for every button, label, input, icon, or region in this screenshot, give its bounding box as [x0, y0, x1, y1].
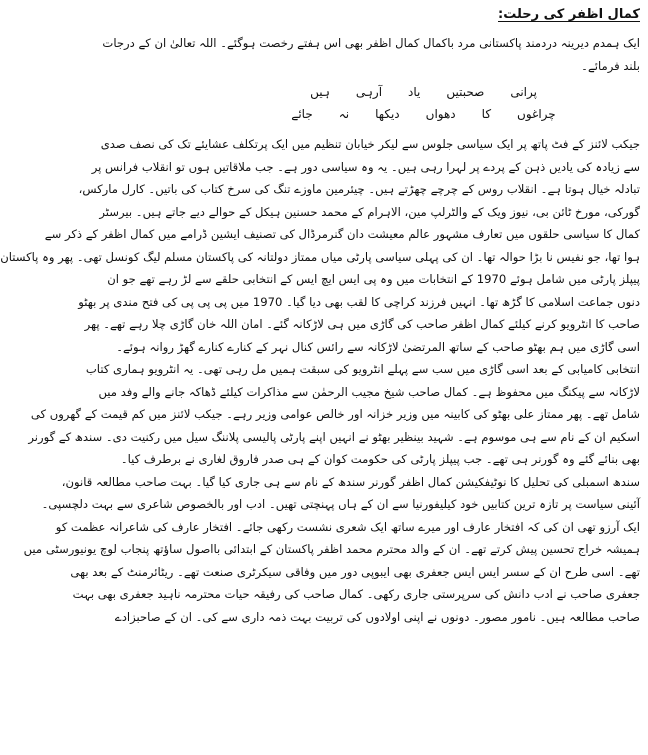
- body-line: پیپلز پارٹی میں شامل ہوئے 1970 کے انتخابات میں وہ پی ایس ایچ ایس کے انتخابی حلقے سے لڑ رہے تھے جو ان: [107, 272, 640, 286]
- verse-word: آرہی: [355, 85, 383, 99]
- poetry-verse: [207, 81, 640, 125]
- body-line: بھی بنائے گئے وہ گورنر ہی تھے۔ جب پیپلز پارٹی کی حکومت کوان کے ہی صدر فاروق لغاری نے برطرف کیا۔: [120, 452, 640, 466]
- verse-line-2: [207, 103, 640, 125]
- body-line: سندھ اسمبلی کی تحلیل کا نوٹیفکیشن کمال اظفر گورنر سندھ کے نام سے ہی جاری کیا گیا۔ بہت صاحب مطالعہ قانون،: [61, 474, 640, 489]
- intro-paragraph: [102, 32, 640, 77]
- body-line: دنوں جماعت اسلامی کا گڑھ تھا۔ انہیں فرزند کراچی کا لقب بھی دیا گیا۔ 1970 میں پی پی پی کی فتح مندی پر بھٹو: [78, 294, 640, 309]
- body-line: لاڑکانہ سے پیکنگ میں محفوظ ہے۔ کمال صاحب شیخ مجیب الرحمٰن سے مذاکرات کیلئے ڈھاکہ جانے والے وفد میں: [98, 384, 640, 399]
- body-line: کمال کا سیاسی حلقوں میں تعارف مشہور عالم معیشت دان گنرمرڈال کی تصنیف ایشین ڈرامے میں کمال اظفر کے ذکر سے: [44, 227, 640, 241]
- intro-line: ایک ہمدم دیرینہ دردمند پاکستانی مرد باکمال کمال اظفر بھی اس ہفتے رخصت ہوگئے۔ اللہ تعالیٰ ان کے درجات: [102, 36, 640, 50]
- verse-word: نہ: [338, 107, 350, 121]
- body-line: جعفری صاحب نے ادب دانش کی سرپرستی جاری رکھی۔ کمال صاحب کی رفیقہ حیات محترمہ ناہید جعفری بھی بہت: [72, 587, 640, 601]
- body-line: تھے۔ اسی طرح ان کے سسر ایس ایس جعفری بھی ایبوپی دور میں وفاقی سیکرٹری صنعت تھے۔ ریٹائرمنٹ کے بعد بھی: [70, 564, 640, 579]
- body-line: سے زیادہ کی یادیں ذہن کے پردے پر لہرا رہی ہیں۔ یہ وہ سیاسی دور ہے۔ جب ملاقاتیں ہوں تو انقلاب فرانس پر: [91, 159, 640, 174]
- verse-word: کا: [481, 107, 492, 121]
- body-line: صاحب مطالعہ ہیں۔ نامور مصور۔ دونوں نے اپنی اولادوں کی تربیت بہت ذمہ داری سے کی۔ ان کے صاحبزادے: [114, 609, 640, 624]
- body-line: تبادلہ خیال ہوتا ہے۔ انقلاب روس کے چرچے چھڑتے ہیں۔ چیئرمین ماوزے تنگ کی سرخ کتاب کی باتیں۔ کارل مارکس،: [78, 182, 640, 196]
- article-heading: کمال اظفر کی رحلت:: [498, 7, 640, 22]
- verse-word: دیکھا: [375, 107, 400, 121]
- verse-word: ہیں: [310, 85, 330, 99]
- verse-word: یاد: [408, 85, 421, 99]
- body-line: ہوا تھا، جو نفیس نا بڑا حوالہ تھا۔ ان کی پہلی سیاسی پارٹی میاں ممتاز دولتانہ کی پاکستان مسلم لیگ کونسل تھی۔ پھر وہ پاکستان: [0, 249, 640, 264]
- verse-word: دھواں: [425, 107, 456, 121]
- verse-word: چراغوں: [517, 107, 556, 121]
- body-paragraph: [0, 133, 640, 628]
- body-line: شامل تھے۔ پھر ممتاز علی بھٹو کی کابینہ میں وزیر خزانہ اور خالص عوامی وزیر رہے۔ جیکب لائنز میں کم قیمت کے گھروں کی: [30, 407, 640, 421]
- body-line: اسی گاڑی میں ہم بھٹو صاحب کے ساتھ المرتضیٰ لاڑکانہ سے رائس کنال نہر کے کنارے کنارے گھڑ روانہ ہوئے۔: [116, 339, 640, 354]
- body-line: انتخابی کامیابی کے بعد اسی گاڑی میں سب سے پہلے انٹرویو کی سبقت ہمیں مل رہی تھی۔ یہ انٹرویو ہماری کتاب: [85, 362, 640, 376]
- body-line: ایک آرزو تھی ان کی کہ افتخار عارف اور میرے ساتھ ایک شعری نشست رکھی جائے۔ افتخار عارف کی شاعرانہ عظمت کو: [55, 519, 640, 534]
- body-line: جیکب لائنز کے فٹ پاتھ پر ایک سیاسی جلوس سے لیکر خیابان تنظیم میں ایک پرتکلف عشایئے تک کی نصف صدی: [100, 137, 640, 151]
- intro-line: بلند فرمائے۔: [581, 58, 640, 73]
- body-line: ہمیشہ خراج تحسین پیش کرتے تھے۔ ان کے والد محترم محمد اظفر پاکستان کے ابتدائی بااصول ساؤتھ پنجاب لوچ یونیورسٹی میں: [23, 542, 640, 556]
- body-line: صاحب کا انٹرویو کرنے کیلئے کمال اظفر صاحب کی گاڑی میں ہی لاڑکانہ گئے۔ امان اللہ خان گاڑی چلا رہے تھے۔ پھر: [84, 317, 640, 331]
- body-line: اسکیم ان کے نام سے ہی موسوم ہے۔ شہید بینظیر بھٹو نے انہیں اپنے پارٹی پالیسی پلاننگ سیل میں رکنیت دی۔ سندھ کے گورنر: [28, 429, 640, 444]
- verse-line-1: [207, 81, 640, 103]
- body-line: آئینی سیاست پر تازہ ترین کتابیں خود کیلیفورنیا سے ان کے ہاں پہنچتی تھیں۔ ادب اور بالخصوص شاعری سے بہت دلچسپی۔: [41, 497, 640, 511]
- verse-word: پرانی: [510, 85, 537, 99]
- verse-word: جائے: [291, 107, 313, 121]
- body-line: گورکی، مورخ ٹائن بی، نیوز ویک کے والٹرلپ مین، الاہرام کے محمد حسنین ہیکل کے حوالے دیے جاتے ہیں۔ بیرسٹر: [99, 204, 640, 219]
- verse-word: صحبتیں: [446, 85, 485, 99]
